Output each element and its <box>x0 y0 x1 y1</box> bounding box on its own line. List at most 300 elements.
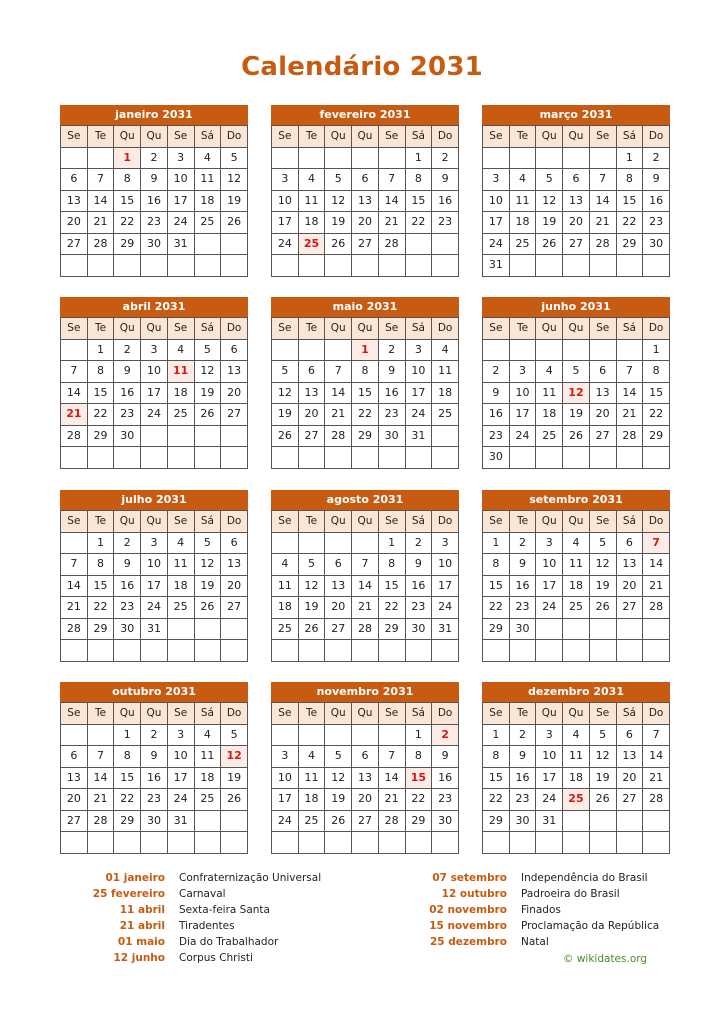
day-cell: 30 <box>509 810 536 832</box>
day-cell: 30 <box>114 425 141 447</box>
day-cell: 15 <box>643 382 670 404</box>
day-cell: 20 <box>61 789 88 811</box>
holiday-date: 07 setembro <box>432 872 507 884</box>
empty-day-cell <box>272 447 299 469</box>
weekday-header: Sá <box>405 511 432 533</box>
day-cell: 5 <box>298 554 325 576</box>
empty-day-cell <box>221 425 248 447</box>
empty-day-cell <box>616 447 643 469</box>
day-cell: 18 <box>536 404 563 426</box>
empty-day-cell <box>432 255 459 277</box>
empty-day-cell <box>87 724 114 746</box>
empty-day-cell <box>589 255 616 277</box>
day-cell: 20 <box>61 212 88 234</box>
day-cell: 26 <box>221 212 248 234</box>
weekday-header: Se <box>589 318 616 340</box>
empty-day-cell <box>272 724 299 746</box>
day-cell: 8 <box>87 361 114 383</box>
empty-day-cell <box>272 532 299 554</box>
day-cell: 28 <box>378 810 405 832</box>
day-cell: 24 <box>536 789 563 811</box>
day-cell: 8 <box>352 361 379 383</box>
month-title: maio 2031 <box>271 297 459 317</box>
weekday-header: Do <box>432 126 459 148</box>
day-cell: 5 <box>589 532 616 554</box>
weekday-header: Qu <box>114 511 141 533</box>
day-cell: 25 <box>509 233 536 255</box>
day-cell: 1 <box>378 532 405 554</box>
weekday-header: Qu <box>352 703 379 725</box>
weekday-header: Se <box>61 703 88 725</box>
day-cell: 4 <box>167 532 194 554</box>
day-cell: 31 <box>167 233 194 255</box>
day-cell: 16 <box>432 767 459 789</box>
empty-day-cell <box>194 255 221 277</box>
empty-day-cell <box>432 425 459 447</box>
empty-day-cell <box>298 832 325 854</box>
day-cell: 6 <box>616 724 643 746</box>
day-cell: 9 <box>114 361 141 383</box>
day-cell: 25 <box>167 597 194 619</box>
day-cell: 21 <box>87 789 114 811</box>
day-cell: 18 <box>298 789 325 811</box>
weekday-header: Do <box>643 511 670 533</box>
day-cell: 23 <box>405 597 432 619</box>
holiday-name: Carnaval <box>179 888 226 900</box>
day-cell: 8 <box>483 554 510 576</box>
day-cell: 28 <box>61 425 88 447</box>
day-cell: 22 <box>483 597 510 619</box>
empty-day-cell <box>589 147 616 169</box>
empty-day-cell <box>563 147 590 169</box>
weekday-header: Qu <box>536 318 563 340</box>
weekday-header: Se <box>61 126 88 148</box>
day-cell: 24 <box>272 233 299 255</box>
day-cell: 13 <box>221 554 248 576</box>
day-cell: 10 <box>536 746 563 768</box>
day-cell: 21 <box>616 404 643 426</box>
day-cell: 29 <box>87 618 114 640</box>
day-cell: 7 <box>325 361 352 383</box>
day-cell: 24 <box>483 233 510 255</box>
day-cell: 6 <box>61 169 88 191</box>
day-cell: 21 <box>352 597 379 619</box>
day-cell: 10 <box>167 169 194 191</box>
day-cell: 3 <box>272 169 299 191</box>
empty-day-cell <box>272 832 299 854</box>
empty-day-cell <box>167 618 194 640</box>
day-cell: 16 <box>509 767 536 789</box>
day-cell: 5 <box>536 169 563 191</box>
day-cell: 1 <box>405 147 432 169</box>
day-cell: 16 <box>141 190 168 212</box>
day-cell: 17 <box>272 789 299 811</box>
day-cell: 2 <box>405 532 432 554</box>
empty-day-cell <box>272 640 299 662</box>
day-cell: 27 <box>221 404 248 426</box>
empty-day-cell <box>589 339 616 361</box>
day-cell: 13 <box>221 361 248 383</box>
month-calendar <box>60 297 248 469</box>
empty-day-cell <box>509 447 536 469</box>
empty-day-cell <box>194 810 221 832</box>
weekday-header: Do <box>643 126 670 148</box>
day-cell: 15 <box>378 575 405 597</box>
weekday-header: Sá <box>616 318 643 340</box>
empty-day-cell <box>536 147 563 169</box>
day-cell: 18 <box>432 382 459 404</box>
day-cell: 8 <box>483 746 510 768</box>
empty-day-cell <box>194 233 221 255</box>
day-cell: 19 <box>589 575 616 597</box>
day-cell: 23 <box>483 425 510 447</box>
empty-day-cell <box>298 532 325 554</box>
day-cell: 24 <box>405 404 432 426</box>
day-cell: 20 <box>352 212 379 234</box>
day-cell: 21 <box>378 212 405 234</box>
weekday-header: Sá <box>194 511 221 533</box>
empty-day-cell <box>536 339 563 361</box>
day-cell: 30 <box>432 810 459 832</box>
day-cell: 18 <box>194 190 221 212</box>
empty-day-cell <box>325 339 352 361</box>
day-cell: 4 <box>563 532 590 554</box>
day-cell: 16 <box>405 575 432 597</box>
day-cell: 4 <box>563 724 590 746</box>
day-cell: 24 <box>536 597 563 619</box>
day-cell: 28 <box>643 597 670 619</box>
day-cell: 7 <box>589 169 616 191</box>
day-cell: 10 <box>405 361 432 383</box>
holiday-date: 01 janeiro <box>105 872 165 884</box>
day-cell: 21 <box>643 575 670 597</box>
weekday-header: Se <box>272 318 299 340</box>
day-cell: 6 <box>616 532 643 554</box>
weekday-header: Qu <box>141 703 168 725</box>
empty-day-cell <box>167 640 194 662</box>
empty-day-cell <box>563 339 590 361</box>
day-cell: 16 <box>509 575 536 597</box>
day-cell: 19 <box>536 212 563 234</box>
holiday-date: 25 fevereiro <box>92 888 165 900</box>
day-cell: 12 <box>221 169 248 191</box>
day-cell: 27 <box>61 810 88 832</box>
month-title: novembro 2031 <box>271 682 459 702</box>
day-cell: 11 <box>272 575 299 597</box>
day-cell: 15 <box>114 767 141 789</box>
month-title: janeiro 2031 <box>60 105 248 125</box>
day-cell: 13 <box>616 746 643 768</box>
day-cell: 28 <box>325 425 352 447</box>
day-cell: 5 <box>589 724 616 746</box>
weekday-header: Sá <box>405 318 432 340</box>
holiday-entry <box>62 886 321 902</box>
empty-day-cell <box>221 810 248 832</box>
empty-day-cell <box>509 255 536 277</box>
day-cell: 17 <box>509 404 536 426</box>
weekday-header: Qu <box>536 511 563 533</box>
empty-day-cell <box>298 447 325 469</box>
day-cell: 25 <box>167 404 194 426</box>
day-cell: 12 <box>589 746 616 768</box>
day-cell: 18 <box>167 575 194 597</box>
day-cell: 13 <box>352 767 379 789</box>
weekday-header: Qu <box>141 511 168 533</box>
weekday-header: Qu <box>325 511 352 533</box>
day-cell: 15 <box>483 767 510 789</box>
month-title: dezembro 2031 <box>482 682 670 702</box>
day-cell: 14 <box>643 746 670 768</box>
weekday-header: Te <box>298 318 325 340</box>
day-cell: 9 <box>405 554 432 576</box>
weekday-header: Sá <box>405 703 432 725</box>
day-cell: 27 <box>589 425 616 447</box>
day-cell: 20 <box>589 404 616 426</box>
day-cell: 10 <box>509 382 536 404</box>
day-cell: 31 <box>141 618 168 640</box>
day-cell: 2 <box>141 724 168 746</box>
weekday-header: Qu <box>325 703 352 725</box>
day-cell: 20 <box>352 789 379 811</box>
empty-day-cell <box>589 640 616 662</box>
day-cell: 3 <box>432 532 459 554</box>
weekday-header: Qu <box>325 318 352 340</box>
holiday-entry <box>404 902 659 918</box>
weekday-header: Se <box>589 703 616 725</box>
day-cell: 3 <box>141 532 168 554</box>
day-cell: 8 <box>114 169 141 191</box>
day-cell: 8 <box>405 169 432 191</box>
empty-day-cell <box>536 618 563 640</box>
day-cell: 22 <box>616 212 643 234</box>
weekday-header: Qu <box>352 126 379 148</box>
empty-day-cell <box>405 255 432 277</box>
weekday-header: Qu <box>536 703 563 725</box>
day-cell: 22 <box>87 597 114 619</box>
weekday-header: Qu <box>352 318 379 340</box>
empty-day-cell <box>405 832 432 854</box>
empty-day-cell <box>87 447 114 469</box>
empty-day-cell <box>114 832 141 854</box>
day-cell: 4 <box>536 361 563 383</box>
day-cell: 16 <box>114 382 141 404</box>
month-calendar <box>271 297 459 469</box>
day-cell: 12 <box>325 767 352 789</box>
empty-day-cell <box>61 147 88 169</box>
weekday-header: Se <box>167 318 194 340</box>
day-cell: 6 <box>352 169 379 191</box>
day-cell: 26 <box>221 789 248 811</box>
day-cell: 22 <box>114 212 141 234</box>
day-cell: 28 <box>643 789 670 811</box>
day-cell: 11 <box>432 361 459 383</box>
day-cell: 11 <box>167 554 194 576</box>
day-cell: 3 <box>167 147 194 169</box>
empty-day-cell <box>563 618 590 640</box>
month-calendar <box>482 297 670 469</box>
day-cell: 29 <box>378 618 405 640</box>
day-cell: 24 <box>141 404 168 426</box>
weekday-header: Te <box>87 126 114 148</box>
weekday-header: Qu <box>114 318 141 340</box>
empty-day-cell <box>589 810 616 832</box>
day-cell: 5 <box>221 724 248 746</box>
day-cell: 26 <box>194 597 221 619</box>
day-cell: 21 <box>325 404 352 426</box>
day-cell: 22 <box>405 212 432 234</box>
weekday-header: Qu <box>563 126 590 148</box>
day-cell: 19 <box>221 190 248 212</box>
holiday-entry <box>62 950 321 966</box>
day-cell: 7 <box>61 361 88 383</box>
weekday-header: Do <box>221 126 248 148</box>
day-cell: 27 <box>563 233 590 255</box>
day-cell: 20 <box>325 597 352 619</box>
day-cell: 3 <box>509 361 536 383</box>
empty-day-cell <box>483 640 510 662</box>
day-cell: 10 <box>141 554 168 576</box>
day-cell: 26 <box>589 789 616 811</box>
empty-day-cell <box>298 724 325 746</box>
empty-day-cell <box>378 640 405 662</box>
day-cell: 26 <box>298 618 325 640</box>
day-cell: 22 <box>114 789 141 811</box>
day-cell: 14 <box>378 190 405 212</box>
day-cell: 23 <box>432 789 459 811</box>
day-cell: 19 <box>589 767 616 789</box>
empty-day-cell <box>352 447 379 469</box>
empty-day-cell <box>589 447 616 469</box>
day-cell: 6 <box>298 361 325 383</box>
day-cell: 1 <box>616 147 643 169</box>
weekday-header: Se <box>272 126 299 148</box>
day-cell: 12 <box>536 190 563 212</box>
day-cell: 8 <box>87 554 114 576</box>
day-cell: 4 <box>509 169 536 191</box>
day-cell: 25 <box>432 404 459 426</box>
empty-day-cell <box>298 339 325 361</box>
holiday-day-cell: 7 <box>643 532 670 554</box>
weekday-header: Se <box>61 511 88 533</box>
holiday-list-left <box>62 870 321 966</box>
holiday-name: Finados <box>521 904 561 916</box>
empty-day-cell <box>352 832 379 854</box>
day-cell: 19 <box>221 767 248 789</box>
day-cell: 13 <box>61 767 88 789</box>
credit-link[interactable]: © wikidates.org <box>563 953 648 965</box>
holiday-entry <box>404 870 659 886</box>
empty-day-cell <box>643 255 670 277</box>
day-cell: 5 <box>194 532 221 554</box>
day-cell: 8 <box>616 169 643 191</box>
empty-day-cell <box>298 255 325 277</box>
empty-day-cell <box>167 255 194 277</box>
day-cell: 29 <box>616 233 643 255</box>
day-cell: 8 <box>405 746 432 768</box>
day-cell: 9 <box>483 382 510 404</box>
holiday-name: Tiradentes <box>179 920 235 932</box>
empty-day-cell <box>563 255 590 277</box>
weekday-header: Te <box>509 126 536 148</box>
weekday-header: Do <box>432 511 459 533</box>
day-cell: 20 <box>221 575 248 597</box>
weekday-header: Se <box>272 511 299 533</box>
weekday-header: Do <box>643 318 670 340</box>
day-cell: 18 <box>167 382 194 404</box>
holiday-entry <box>62 902 321 918</box>
day-cell: 30 <box>141 233 168 255</box>
day-cell: 18 <box>194 767 221 789</box>
empty-day-cell <box>616 339 643 361</box>
empty-day-cell <box>325 447 352 469</box>
holiday-entry <box>404 934 659 950</box>
day-cell: 19 <box>325 212 352 234</box>
day-cell: 10 <box>141 361 168 383</box>
day-cell: 8 <box>643 361 670 383</box>
day-cell: 23 <box>141 789 168 811</box>
empty-day-cell <box>589 832 616 854</box>
day-cell: 10 <box>272 190 299 212</box>
empty-day-cell <box>352 640 379 662</box>
empty-day-cell <box>221 618 248 640</box>
holiday-name: Natal <box>521 936 549 948</box>
empty-day-cell <box>536 447 563 469</box>
holiday-day-cell: 1 <box>114 147 141 169</box>
empty-day-cell <box>563 640 590 662</box>
empty-day-cell <box>221 640 248 662</box>
day-cell: 5 <box>272 361 299 383</box>
empty-day-cell <box>141 425 168 447</box>
day-cell: 23 <box>643 212 670 234</box>
empty-day-cell <box>61 339 88 361</box>
day-cell: 6 <box>221 532 248 554</box>
day-cell: 2 <box>114 339 141 361</box>
empty-day-cell <box>167 425 194 447</box>
day-cell: 9 <box>432 746 459 768</box>
empty-day-cell <box>536 640 563 662</box>
day-cell: 17 <box>483 212 510 234</box>
day-cell: 1 <box>483 724 510 746</box>
day-cell: 24 <box>432 597 459 619</box>
day-cell: 1 <box>87 339 114 361</box>
day-cell: 6 <box>221 339 248 361</box>
day-cell: 9 <box>432 169 459 191</box>
day-cell: 31 <box>483 255 510 277</box>
empty-day-cell <box>61 724 88 746</box>
empty-day-cell <box>141 447 168 469</box>
day-cell: 16 <box>378 382 405 404</box>
day-cell: 2 <box>509 532 536 554</box>
empty-day-cell <box>352 255 379 277</box>
day-cell: 16 <box>432 190 459 212</box>
empty-day-cell <box>378 147 405 169</box>
empty-day-cell <box>643 640 670 662</box>
empty-day-cell <box>325 724 352 746</box>
day-cell: 14 <box>616 382 643 404</box>
day-cell: 15 <box>483 575 510 597</box>
holiday-list-right <box>404 870 659 950</box>
day-cell: 26 <box>536 233 563 255</box>
holiday-date: 15 novembro <box>429 920 507 932</box>
day-cell: 2 <box>509 724 536 746</box>
day-cell: 31 <box>536 810 563 832</box>
day-cell: 28 <box>589 233 616 255</box>
day-cell: 26 <box>194 404 221 426</box>
empty-day-cell <box>194 640 221 662</box>
empty-day-cell <box>61 832 88 854</box>
day-cell: 2 <box>141 147 168 169</box>
holiday-entry <box>62 870 321 886</box>
